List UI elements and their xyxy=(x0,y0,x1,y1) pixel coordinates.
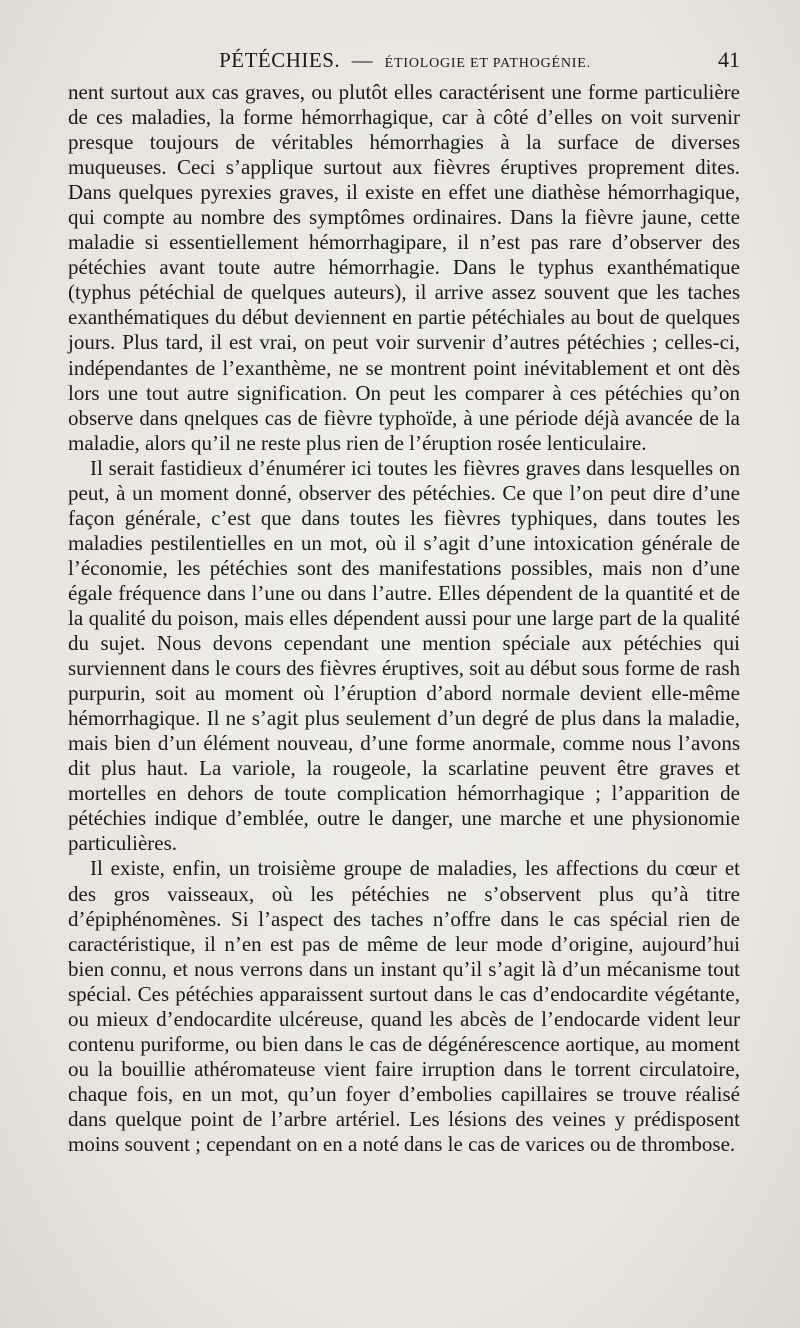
running-title-sub: ÉTIOLOGIE ET PATHOGÉNIE. xyxy=(384,56,591,71)
page-number: 41 xyxy=(718,47,740,72)
paragraph: Il existe, enfin, un troisième groupe de maladies, les affections du cœur et des gros vaisseaux, où les pétéchies ne s’observent plus qu’à titre d’épiphénomènes. Si l’aspect des taches n’offre dans le cas spécial rien de caractéristique, il n’en est pas de même de leur mode d’origine, aujourd’hui bien connu, et nous verrons dans un instant qu’il s’agit là d’un mécanisme tout spécial. Ces pétéchies apparaissent surtout dans le cas d’endocardite végétante, ou mieux d’endocardite ulcéreuse, quand les abcès de l’endocarde vident leur contenu puriforme, ou bien dans le cas de dégénérescence aortique, au moment ou la bouillie athéromateuse vient faire irruption dans le torrent circulatoire, chaque fois, en un mot, qu’un foyer d’embolies capillaires se trouve réalisé dans quelque point de l’arbre artériel. Les lésions des veines y prédisposent moins souvent ; cependant on en a noté dans le cas de varices ou de thrombose. xyxy=(68,856,740,1156)
running-title xyxy=(70,44,740,80)
paragraph: Il serait fastidieux d’énumérer ici toutes les fièvres graves dans lesquelles on peut, à un moment donné, observer des pétéchies. Ce que l’on peut dire d’une façon générale, c’est que dans toutes les fièvres typhiques, dans toutes les maladies pestilentielles en un mot, où il s’agit d’une intoxication générale de l’économie, les pétéchies sont des manifestations possibles, mais non d’une égale fréquence dans l’une ou dans l’autre. Elles dépendent de la quantité et de la qualité du poison, mais elles dépendent aussi pour une large part de la qualité du sujet. Nous devons cependant une mention spéciale aux pétéchies qui surviennent dans le cours des fièvres éruptives, soit au début sous forme de rash purpurin, soit au moment où l’éruption d’abord normale devient elle-même hémorrhagique. Il ne s’agit plus seulement d’un degré de plus dans la maladie, mais bien d’un élément nouveau, d’une forme anormale, comme nous l’avons dit plus haut. La variole, la rougeole, la scarlatine peuvent être graves et mortelles en dehors de toute complication hémorrhagique ; l’apparition de pétéchies indique d’emblée, outre le danger, une marche et une physionomie particulières. xyxy=(68,455,740,856)
paragraph-continued: nent surtout aux cas graves, ou plutôt elles caractérisent une forme particulière de ces maladies, la forme hémorrhagique, car à côté d’elles on voit survenir presque toujours de véritables hémorrhagies à la surface de diverses muqueuses. Ceci s’applique surtout aux fièvres éruptives proprement dites. Dans quelques pyrexies graves, il existe en effet une diathèse hémorrhagique, qui compte au nombre des symptômes ordinaires. Dans la fièvre jaune, cette maladie si essentiellement hémorrhagipare, il n’est pas rare d’observer des pétéchies avant toute autre hémorrhagie. Dans le typhus exanthématique (typhus pétéchial de quelques auteurs), il arrive assez souvent que les taches exanthématiques du début deviennent en partie pétéchiales au bout de quelques jours. Plus tard, il est vrai, on peut voir survenir d’autres pétéchies ; celles-ci, indépendantes de l’exanthème, ne se montrent point inévitablement et ont dès lors une tout autre signification. On peut les comparer à ces pétéchies qu’on observe dans qnelques cas de fièvre typhoïde, à une période déjà avancée de la maladie, alors qu’il ne reste plus rien de l’éruption rosée lenticulaire. xyxy=(68,80,740,455)
body-text xyxy=(68,80,740,1157)
running-head xyxy=(70,44,740,76)
running-title-separator: — xyxy=(351,48,374,72)
running-title-main: PÉTÉCHIES. xyxy=(219,48,341,72)
